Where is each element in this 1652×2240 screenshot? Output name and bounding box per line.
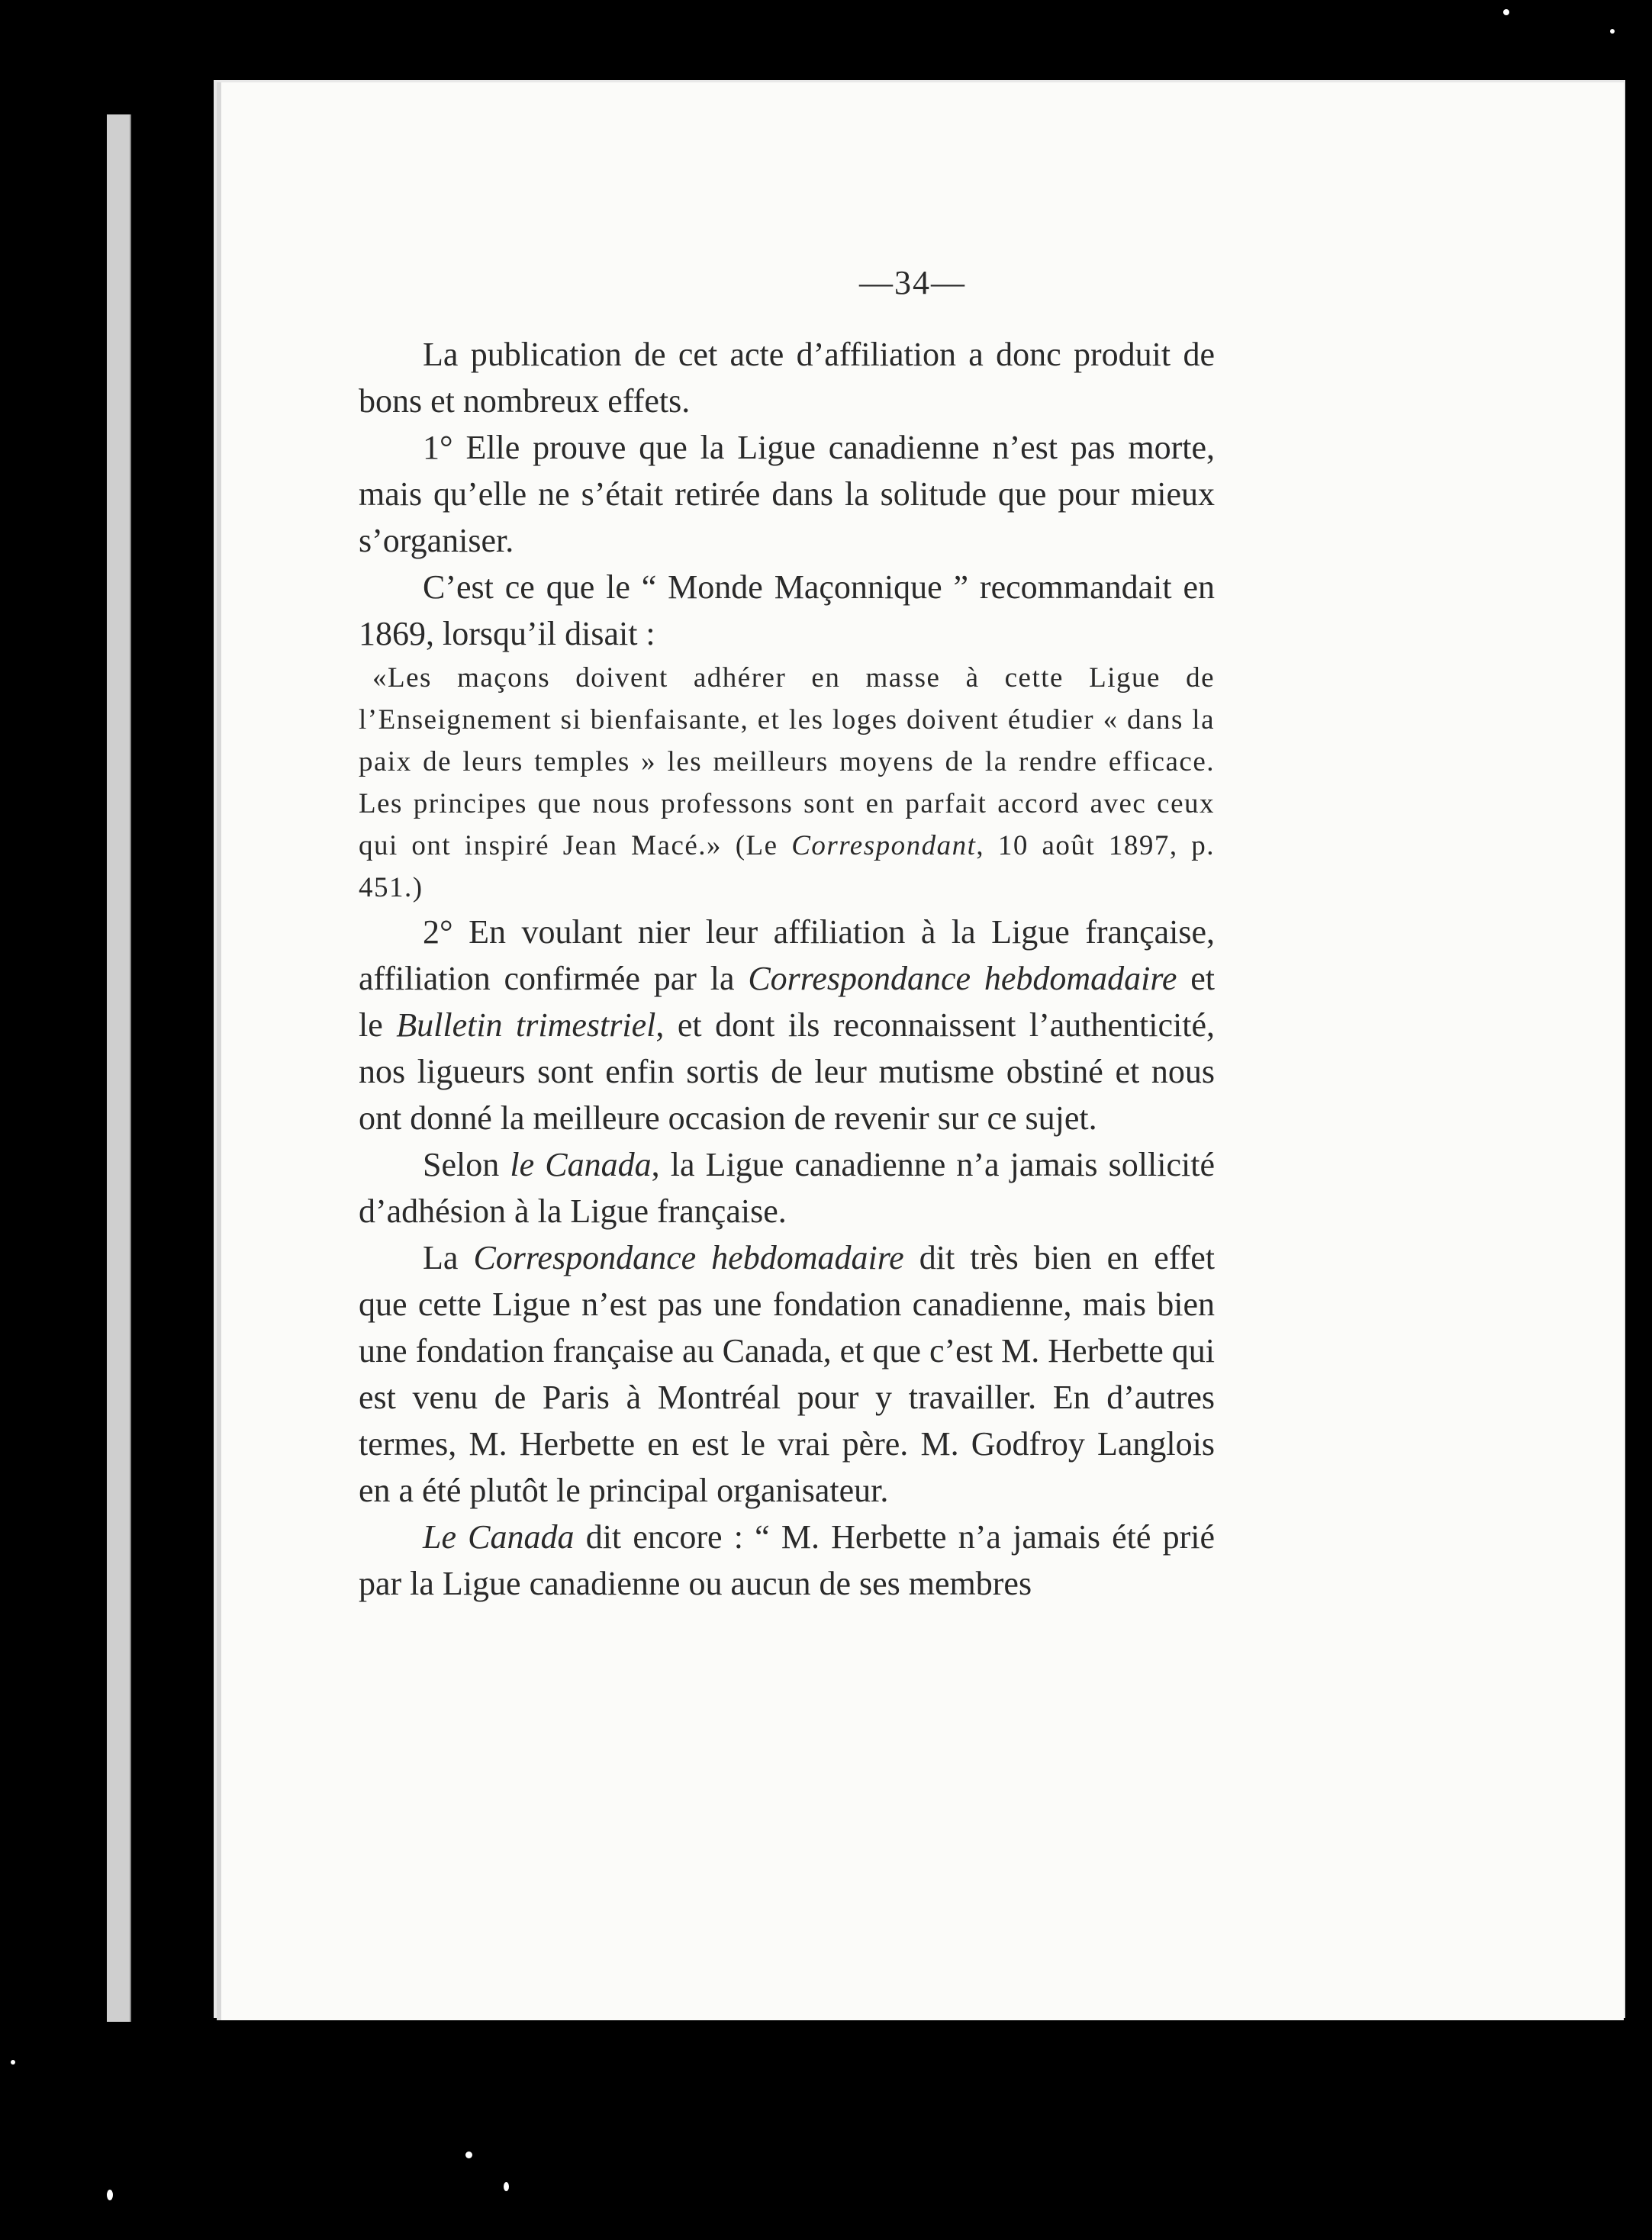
italic-title: Correspondant bbox=[791, 830, 977, 861]
italic-title: Correspondance hebdomadaire bbox=[473, 1239, 904, 1276]
scan-speck bbox=[1610, 29, 1615, 34]
scan-speck bbox=[107, 2190, 113, 2200]
paragraph-6: Selon le Canada, la Ligue canadienne n’a jamais sollicité d’adhésion à la Ligue française. bbox=[359, 1146, 1215, 1230]
scan-speck bbox=[1503, 9, 1509, 15]
scan-border-strip bbox=[107, 114, 131, 2022]
paragraph-3: C’est ce que le “ Monde Maçonnique ” recommandait en 1869, lorsqu’il disait : bbox=[359, 568, 1215, 652]
italic-title: Le Canada bbox=[423, 1518, 575, 1556]
italic-title: Bulletin trimestriel bbox=[396, 1006, 656, 1044]
quotation-paragraph: «Les maçons doivent adhérer en masse à cette Ligue de l’Enseignement si bienfaisante, et les loges doivent étudier « dans la paix de leurs temples » les meilleurs moyens de la rendre efficace. Les principes que nous professons sont en parfait accord avec ceux qui ont inspiré Jean Macé.» (Le Correspondant, 10 août 1897, p. 451.) bbox=[359, 662, 1215, 903]
text-block bbox=[359, 263, 1215, 1607]
paragraph-8: Le Canada dit encore : “ M. Herbette n’a jamais été prié par la Ligue canadienne ou aucun de ses membres bbox=[359, 1518, 1215, 1602]
paragraph-7: La Correspondance hebdomadaire dit très bien en effet que cette Ligue n’est pas une fondation canadienne, mais bien une fondation française au Canada, et que c’est M. Herbette qui est venu de Paris à Montréal pour y travailler. En d’autres termes, M. Herbette en est le vrai père. M. Godfroy Langlois en a été plutôt le principal organisateur. bbox=[359, 1239, 1215, 1509]
paragraph-5: 2° En voulant nier leur affiliation à la Ligue française, affiliation confirmée par la Correspondance hebdomadaire et le Bulletin trimestriel, et dont ils reconnaissent l’authenticité, nos ligueurs sont enfin sortis de leur mutisme obstiné et nous ont donné la meilleure occasion de revenir sur ce sujet. bbox=[359, 913, 1215, 1137]
scan-speck bbox=[465, 2151, 472, 2158]
scan-speck bbox=[11, 2060, 15, 2065]
paragraph-2: 1° Elle prouve que la Ligue canadienne n’est pas morte, mais qu’elle ne s’était retirée dans la solitude que pour mieux s’organiser. bbox=[359, 429, 1215, 559]
page-number: —34— bbox=[859, 264, 966, 301]
paragraph-1: La publication de cet acte d’affiliation a donc produit de bons et nombreux effets. bbox=[359, 336, 1215, 420]
italic-title: Correspondance hebdomadaire bbox=[748, 960, 1177, 997]
italic-title: le Canada bbox=[510, 1146, 652, 1183]
scan-speck bbox=[504, 2182, 509, 2191]
